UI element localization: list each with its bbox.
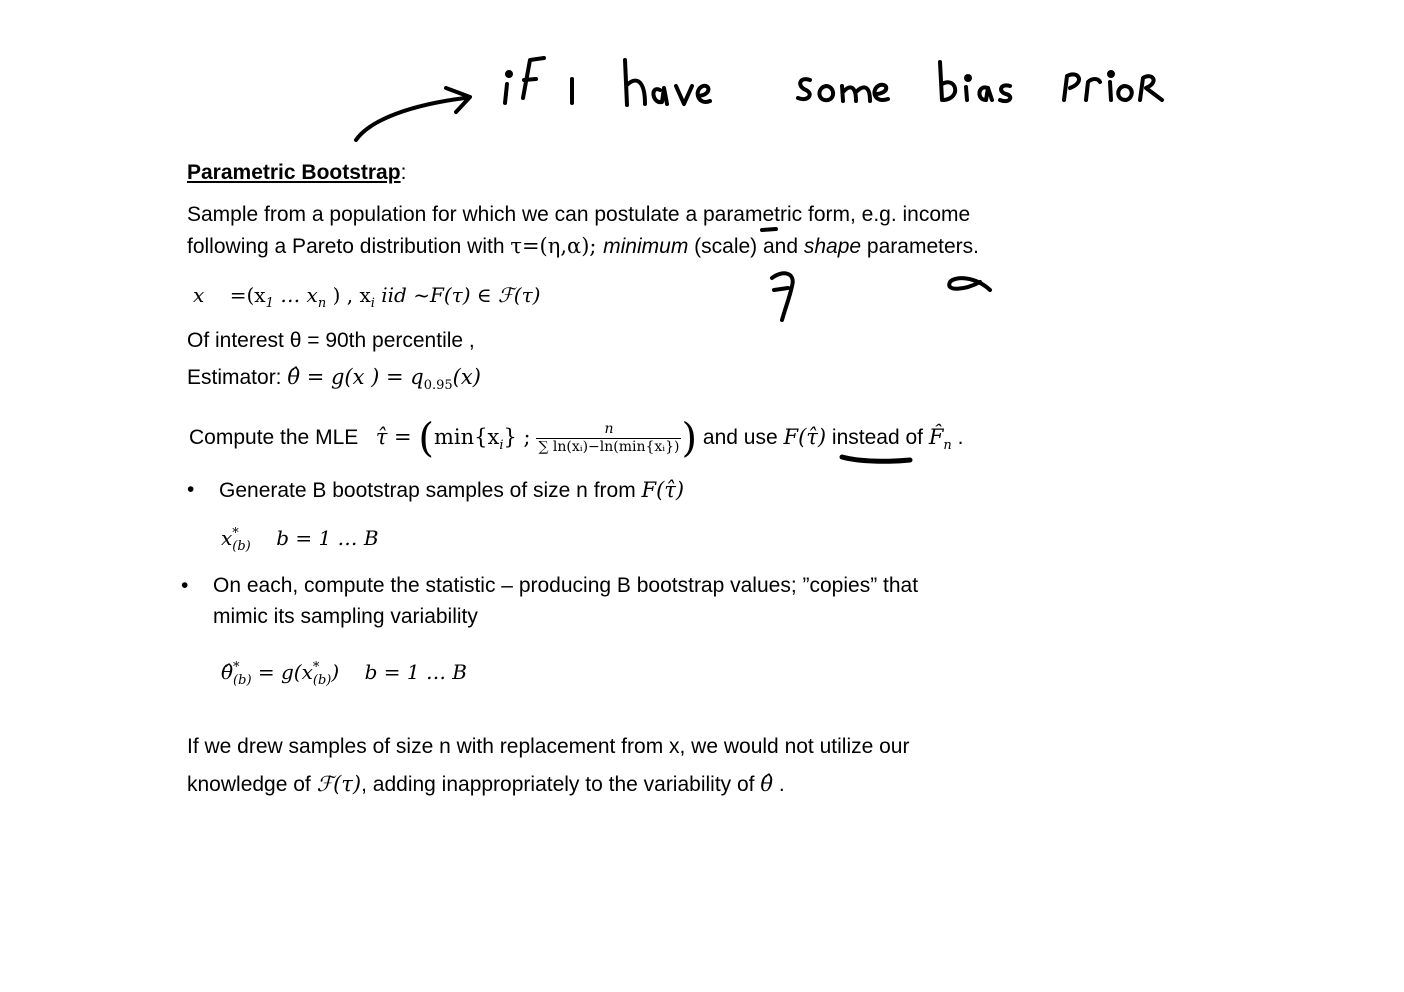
b-sub-2: (b): [233, 672, 252, 688]
sub-i: i: [370, 296, 375, 311]
section-heading: [187, 158, 406, 188]
bullet-marker: •: [187, 478, 195, 501]
sample-rest: iid ~F(τ) ∈ ℱ(τ): [374, 283, 541, 307]
closing-theta: θ̂: [760, 772, 774, 796]
shape-word: shape: [803, 235, 862, 258]
closing-text-a: knowledge of: [187, 773, 317, 796]
closing-end: .: [773, 773, 785, 796]
family-expr: ℱ(τ): [316, 772, 362, 796]
bullet-1-expr: F(τ̂): [641, 478, 685, 502]
minimum-word: minimum: [603, 235, 689, 258]
f-hat-sub: n: [943, 438, 952, 454]
theta-hat: θ̂: [287, 365, 301, 389]
bootstrap-statistic-formula: [221, 652, 467, 692]
bullet-2: [181, 571, 188, 601]
sub-1: 1: [265, 296, 274, 311]
heading-title: Parametric Bootstrap: [187, 161, 401, 184]
estimator-label: Estimator:: [187, 366, 288, 389]
sample-eq: =(x: [229, 283, 266, 307]
star-sup: *: [232, 525, 239, 541]
intro-text-a: following a Pareto distribution with: [187, 235, 511, 258]
eta-mark: [772, 273, 793, 320]
instead-label: instead of: [826, 426, 929, 449]
closing-line-2: [187, 769, 785, 800]
f-hat: F̂: [928, 425, 944, 449]
mle-period: .: [951, 426, 964, 449]
mle-fraction: [536, 421, 681, 456]
mle-line: [189, 417, 963, 466]
closing-line-1: If we drew samples of size n with replacement from x, we would not utilize our: [187, 735, 910, 758]
sample-dots: … x: [273, 283, 318, 307]
f-tau-hat: F(τ̂): [783, 425, 827, 449]
left-paren: (: [418, 415, 434, 462]
intro-line-2: [187, 231, 979, 262]
b-sub: (b): [232, 538, 251, 554]
handwriting-glyph: [798, 79, 888, 101]
bootstrap-sample-formula: [221, 518, 379, 558]
theta-star: θ̂: [221, 660, 234, 684]
min-sub: i: [499, 438, 504, 454]
b-range: b = 1 … B: [276, 526, 379, 550]
b-sub-3: (b): [312, 672, 332, 688]
x-var: x: [193, 283, 205, 307]
tau-hat: τ̂ =: [375, 425, 419, 449]
handwriting-glyph: [524, 79, 536, 80]
quantile-sub: 0.95: [423, 378, 453, 394]
handwriting-glyph: [625, 60, 710, 105]
interest-line: Of interest θ = 90th percentile ,: [187, 329, 475, 352]
estimator-line: [187, 362, 481, 401]
estimator-tail: (x): [452, 365, 481, 389]
bullet-1: [187, 475, 194, 505]
bullet-1-text: [219, 475, 684, 506]
alpha-mark: [949, 278, 990, 290]
heading-colon: :: [400, 161, 407, 184]
bullet-marker-2: •: [181, 574, 189, 597]
bullet-2-line-1: On each, compute the statistic – producing B bootstrap values; ”copies” that: [213, 574, 919, 597]
g-close: ): [331, 660, 340, 684]
handwriting-glyph: [505, 84, 507, 103]
right-paren: ): [681, 415, 698, 462]
estimator-expr: = g(x ) = q: [300, 365, 424, 389]
mle-label: Compute the MLE: [189, 426, 365, 449]
intro-text-b: (scale) and: [688, 235, 804, 258]
handwriting-glyph: [940, 62, 1010, 101]
bullet-2-line-2: mimic its sampling variability: [213, 605, 478, 628]
fraction-denominator: ∑ ln(xᵢ)−ln(min{xᵢ}): [538, 438, 680, 455]
sample-close: ) , x: [326, 283, 371, 307]
min-expr: min{x: [433, 425, 500, 449]
intro-text-c: parameters.: [861, 235, 979, 258]
star-sup-2: *: [233, 659, 240, 675]
x-star: x: [221, 526, 233, 550]
annotation-arrow: [356, 98, 465, 140]
sample-definition: [193, 280, 540, 319]
intro-line-1: Sample from a population for which we can postulate a parametric form, e.g. income: [187, 203, 971, 226]
g-of: = g(x: [251, 660, 313, 684]
sub-n: n: [317, 296, 327, 311]
b-range-2: b = 1 … B: [364, 660, 468, 684]
handwriting-glyph: [1064, 74, 1162, 100]
tau-definition: τ=(η,α);: [510, 234, 604, 258]
min-close: } ;: [503, 425, 531, 449]
use-label: and use: [697, 426, 784, 449]
bullet-1-label: Generate B bootstrap samples of size n from: [219, 479, 642, 502]
fraction-numerator: n: [536, 421, 681, 439]
closing-text-b: , adding inappropriately to the variability of: [361, 773, 761, 796]
star-sup-3: *: [312, 659, 320, 675]
